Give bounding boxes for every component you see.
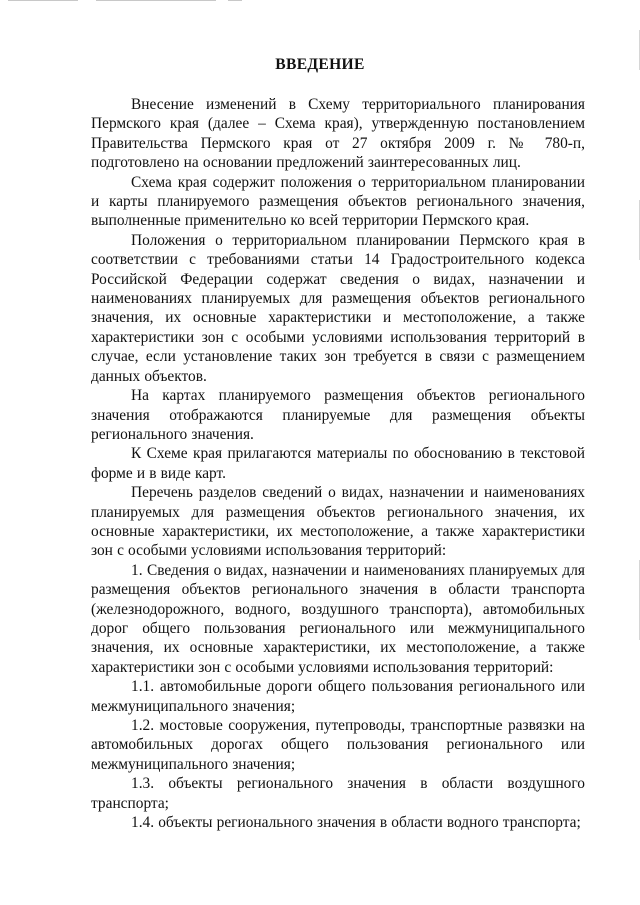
document-body bbox=[91, 95, 585, 832]
sections-list-intro: Перечень разделов сведений о видах, назначении и наименованиях планируемых для размещения объектов регионального значения, их основные характеристики, их местоположение, а также характеристики зон с особыми условиями использования территорий: bbox=[91, 484, 585, 560]
section-1-1: 1.1. автомобильные дороги общего пользования регионального или межмуниципального значения; bbox=[91, 678, 585, 715]
scan-edge-marks bbox=[0, 0, 640, 3]
section-1-4: 1.4. объекты регионального значения в области водного транспорта; bbox=[131, 814, 581, 832]
materials-paragraph: К Схеме края прилагаются материалы по обоснованию в текстовой форме и в виде карт. bbox=[91, 445, 585, 482]
scan-mark bbox=[96, 0, 216, 1]
section-1-3: 1.3. объекты регионального значения в области воздушного транспорта; bbox=[91, 775, 585, 812]
scan-mark bbox=[8, 0, 78, 1]
section-1: 1. Сведения о видах, назначении и наименованиях планируемых для размещения объектов регионального значения в области транспорта (железнодорожного, водного, воздушного транспорта), автомобильных дорог общего пользования регионального или межмуниципального значения, их основные характеристики, их местоположение, а также характеристики зон с особыми условиями использования территорий: bbox=[91, 561, 585, 676]
provisions-paragraph: Положения о территориальном планировании Пермского края в соответствии с требованиями статьи 14 Градостроительного кодекса Российской Федерации содержат сведения о видах, назначении и наименованиях планируемых для размещения объектов регионального значения, их основные характеристики и местоположение, а также характеристики зон с особыми условиями использования территорий в случае, если установление таких зон требуется в связи с размещением данных объектов. bbox=[91, 231, 585, 385]
section-1-2: 1.2. мостовые сооружения, путепроводы, транспортные развязки на автомобильных дорогах общего пользования регионального или межмуниципального значения; bbox=[91, 717, 585, 773]
document-heading: ВВЕДЕНИЕ bbox=[275, 56, 365, 73]
intro-paragraph: Внесение изменений в Схему территориального планирования Пермского края (далее – Схема края), утвержденную постановлением Правительства Пермского края от 27 октября 2009 г. № 780-п, подготовлено на основании предложений заинтересованных лиц. bbox=[91, 96, 585, 172]
scheme-contents-paragraph: Схема края содержит положения о территориальном планировании и карты планируемого размещения объектов регионального значения, выполненные применительно ко всей территории Пермского края. bbox=[91, 173, 585, 230]
maps-paragraph: На картах планируемого размещения объектов регионального значения отображаются планируемые для размещения объекты регионального значения. bbox=[91, 387, 585, 443]
scan-mark bbox=[228, 0, 242, 1]
